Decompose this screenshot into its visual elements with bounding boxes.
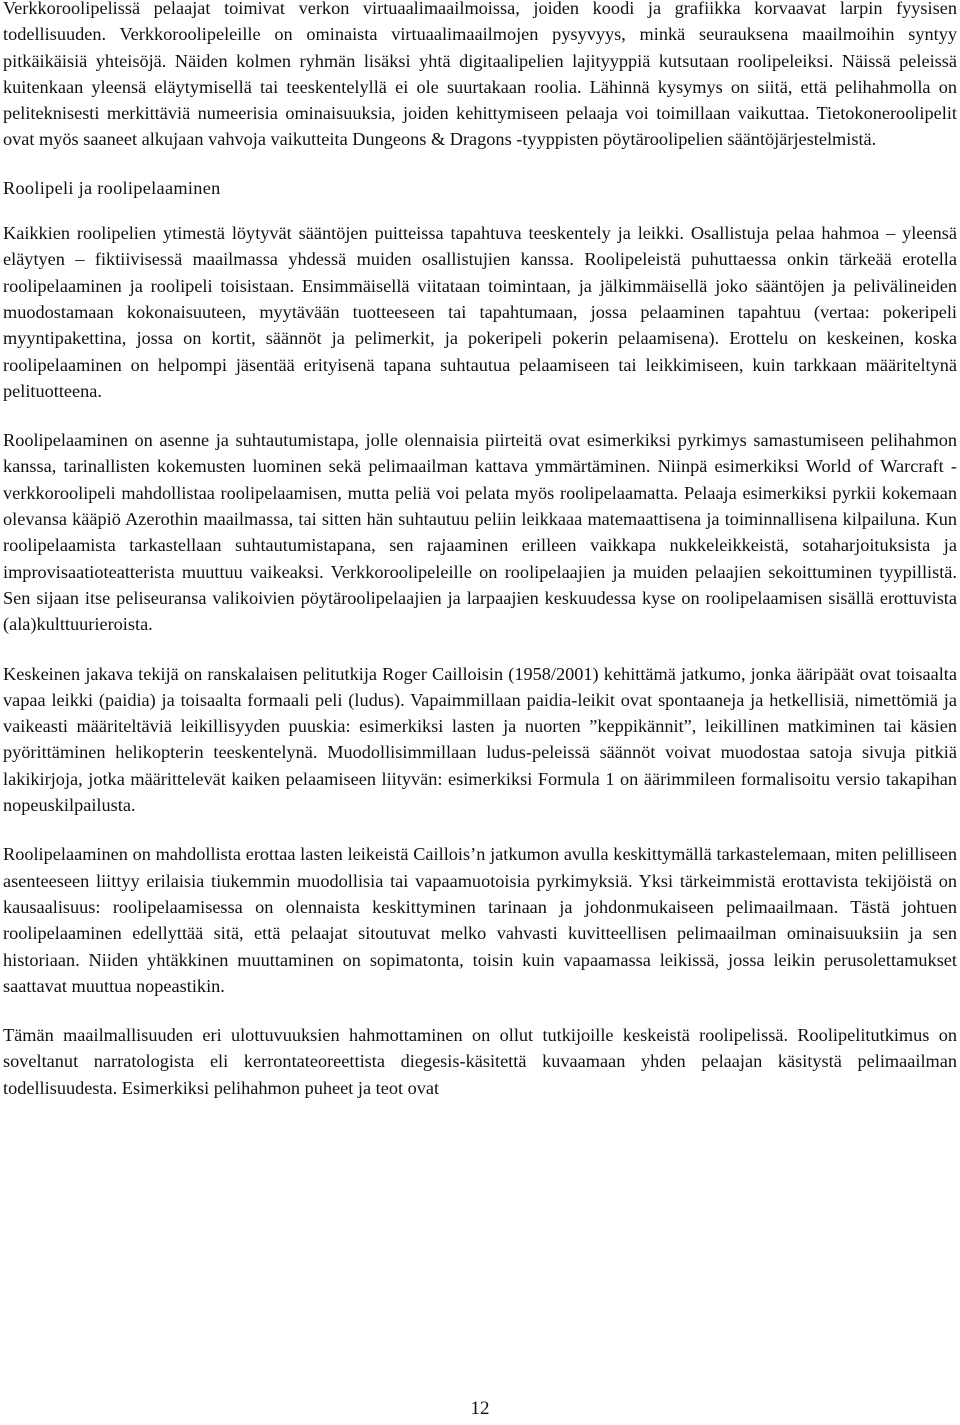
paragraph-caillois-continuum: Keskeinen jakava tekijä on ranskalaisen pelitutkija Roger Cailloisin (1958/2001) kehittämä jatkumo, jonka ääripäät ovat toisaalta vapaa leikki (paidia) ja toisaalta formaali peli (ludus). Vapaimmillaan paidia-leikit ovat spontaaneja ja hetkellisiä, nimettömiä ja vaikeasti määriteltäviä leikillisyyden puuskia: esimerkiksi lasten ja nuorten ”keppikännit”, leikillinen matkiminen tai käsien pyörittäminen helikopterin teeskentelynä. Muodollisimmillaan ludus-peleissä säännöt voivat muodostaa satoja sivuja pitkiä lakikirjoja, jotka määrittelevät kaiken pelaamiseen liityvän: esimerkiksi Formula 1 on äärimmileen formalisoitu versio takapihan nopeuskilpailusta. (3, 663, 957, 816)
paragraph-diegesis: Tämän maailmallisuuden eri ulottuvuuksien hahmottaminen on ollut tutkijoille keskeistä roolipelissä. Roolipelitutkimus on soveltanut narratologista eli kerrontateoreettista diegesis-käsitettä kuvaamaan yhden pelaajan käsitystä pelimaailman todellisuudesta. Esimerkiksi pelihahmon puheet ja teot ovat (3, 1025, 957, 1098)
document-page (3, 0, 957, 1101)
paragraph-virtual-worlds: Verkkoroolipelissä pelaajat toimivat verkon virtuaalimaailmoissa, joiden koodi ja grafiikka korvaavat larpin fyysisen todellisuuden. Verkkoroolipeleille on ominaista virtuaalimaailmojen pysyvyys, minkä seurauksena maailmoihin syntyy pitkäikäisiä yhteisöjä. Näiden kolmen ryhmän lisäksi yhtä digitaalipelien lajityyppiä kutsutaan roolipeleiksi. Näissä peleissä kuitenkaan yleensä eläytymisellä tai teeskentelyllä ei ole suurtakaan roolia. Lähinnä kysymys on siitä, että pelihahmolla on peliteknisesti merkittäviä numeerisia ominaisuuksia, joiden kehittymiseen pelaaja voi toimillaan vaikuttaa. Tietokoneroolipelit ovat myös saaneet alkujaan vahvoja vaikutteita Dungeons & Dragons -tyyppisten pöytäroolipelien sääntöjärjestelmistä. (3, 0, 957, 150)
paragraph-roleplay-core: Kaikkien roolipelien ytimestä löytyvät sääntöjen puitteissa tapahtuva teeskentely ja leikki. Osallistuja pelaa hahmoa – yleensä eläytyen – fiktiivisessä maailmassa yhdessä muiden osallistujien kanssa. Roolipeleistä puhuttaessa onkin tärkeää erotella roolipelaaminen ja roolipeli toisistaan. Ensimmäisellä viitataan toimintaan, ja jälkimmäisellä joko sääntöjen ja pelivälineiden muodostamaan kokonaisuuteen, myytävään tuotteeseen tai tapahtumaan, jossa pelaaminen tapahtuu (vertaa: pokeripeli myyntipakettina, jossa on kortit, säännöt ja pelimerkit, ja pokeripeli pokerin pelaamisena). Erottelu on keskeinen, koska roolipelaaminen on helpompi jäsentää erityisenä tapana suhtautua pelaamiseen tai leikkimiseen, kuin tarkkaan määriteltynä pelituotteena. (3, 223, 957, 401)
page-number: 12 (470, 1398, 490, 1419)
paragraph-causality: Roolipelaaminen on mahdollista erottaa lasten leikeistä Caillois’n jatkumon avulla keskittymällä tarkastelemaan, miten pelilliseen asenteeseen liittyy erilaisia tiukemmin muodollisia tai vapaamuotoisia pyrkimyksiä. Yksi tärkeimmistä erottavista tekijöistä on kausaalisuus: roolipelaamisessa on olennaista keskittyminen tarinaan ja johdonmukaiseen pelimaailmaan. Tästä johtuen roolipelaaminen edellyttää sitä, että pelaajat sitoutuvat melko vahvasti kuvitteellisen pelimaailman ominaisuuksiin ja sen historiaan. Niiden yhtäkkinen muuttaminen on sopimatonta, toisin kuin vapaamassa leikissä, jossa leikin perusolettamukset saattavat muuttua nopeastikin. (3, 844, 957, 996)
section-heading: Roolipeli ja roolipelaaminen (3, 177, 221, 198)
paragraph-roleplay-attitude: Roolipelaaminen on asenne ja suhtautumistapa, jolle olennaisia piirteitä ovat esimerkiksi pyrkimys samastumiseen pelihahmon kanssa, tarinallisten kokemusten luominen sekä pelimaailman kattava ymmärtäminen. Niinpä esimerkiksi World of Warcraft -verkkoroolipeli mahdollistaa roolipelaamisen, mutta peliä voi pelata myös roolipelaamatta. Pelaaja esimerkiksi pyrkii kokemaan olevansa kääpiö Azerothin maailmassa, tai sitten hän suhtautuu peliin leikkaaa matemaattisena ja toiminnallisena kilpailuna. Kun roolipelaamista tarkastellaan suhtautumistapana, sen rajaaminen erilleen vaikkapa nukkeleikkeistä, sotaharjoituksista ja improvisaatioteatterista muuttuu vaikeaksi. Verkkoroolipeleille on roolipelaajien ja muiden pelaajien sekoittuminen tyypillistä. Sen sijaan itse peliseuransa valikoivien pöytäroolipelaajien ja larpaajien keskuudessa kyse on roolipelaamisen sisällä erottuvista (ala)kulttuurieroista. (3, 430, 957, 635)
